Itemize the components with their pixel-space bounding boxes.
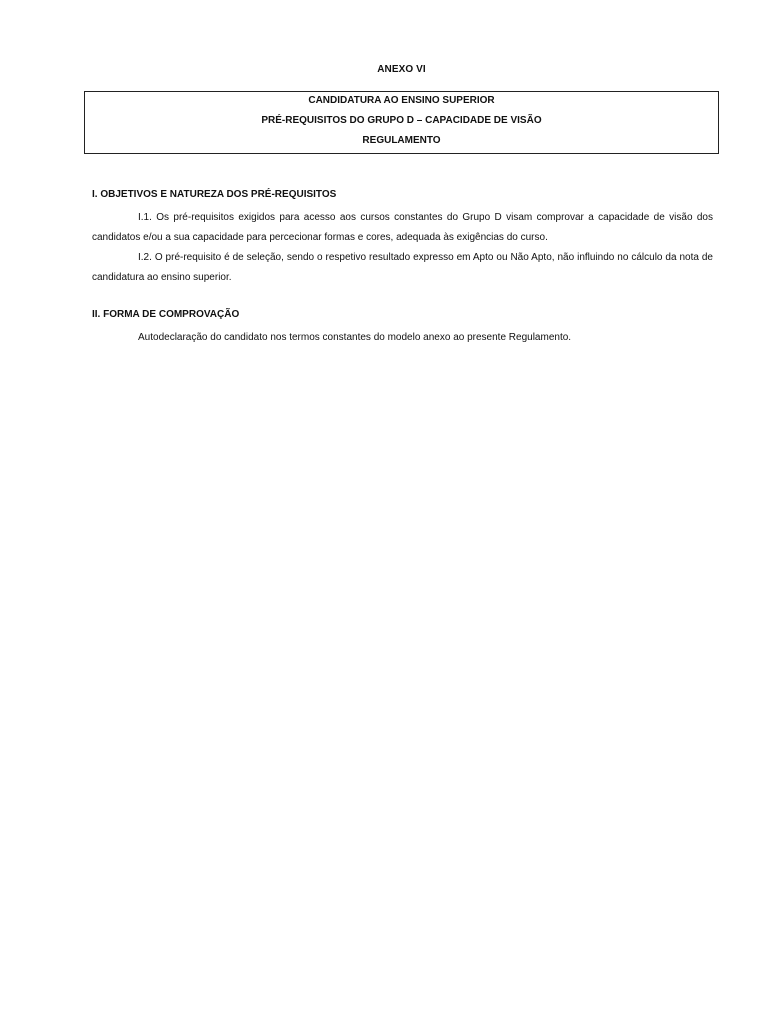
annex-title: ANEXO VI	[377, 64, 426, 75]
title-box-line-3: REGULAMENTO	[362, 135, 441, 146]
section-heading: II. FORMA DE COMPROVAÇÃO	[92, 309, 240, 320]
section-heading: I. OBJETIVOS E NATUREZA DOS PRÉ-REQUISITOS	[92, 189, 337, 200]
paragraph: Autodeclaração do candidato nos termos constantes do modelo anexo ao presente Regulamento.	[138, 332, 572, 343]
section-objectives	[92, 188, 713, 288]
paragraph: I.1. Os pré-requisitos exigidos para acesso aos cursos constantes do Grupo D visam comprovar a capacidade de visão dos candidatos e/ou a sua capacidade para percecionar formas e cores, adequada às exigências do curso.	[92, 212, 713, 243]
title-box-line-2: PRÉ-REQUISITOS DO GRUPO D – CAPACIDADE DE VISÃO	[261, 115, 542, 126]
section-gap	[92, 288, 713, 308]
section-proof	[92, 308, 713, 348]
title-box-line-1: CANDIDATURA AO ENSINO SUPERIOR	[308, 95, 495, 106]
title-box	[84, 91, 719, 154]
paragraph: I.2. O pré-requisito é de seleção, sendo o respetivo resultado expresso em Apto ou Não Apto, não influindo no cálculo da nota de candidatura ao ensino superior.	[92, 252, 713, 283]
document-body	[92, 188, 713, 348]
